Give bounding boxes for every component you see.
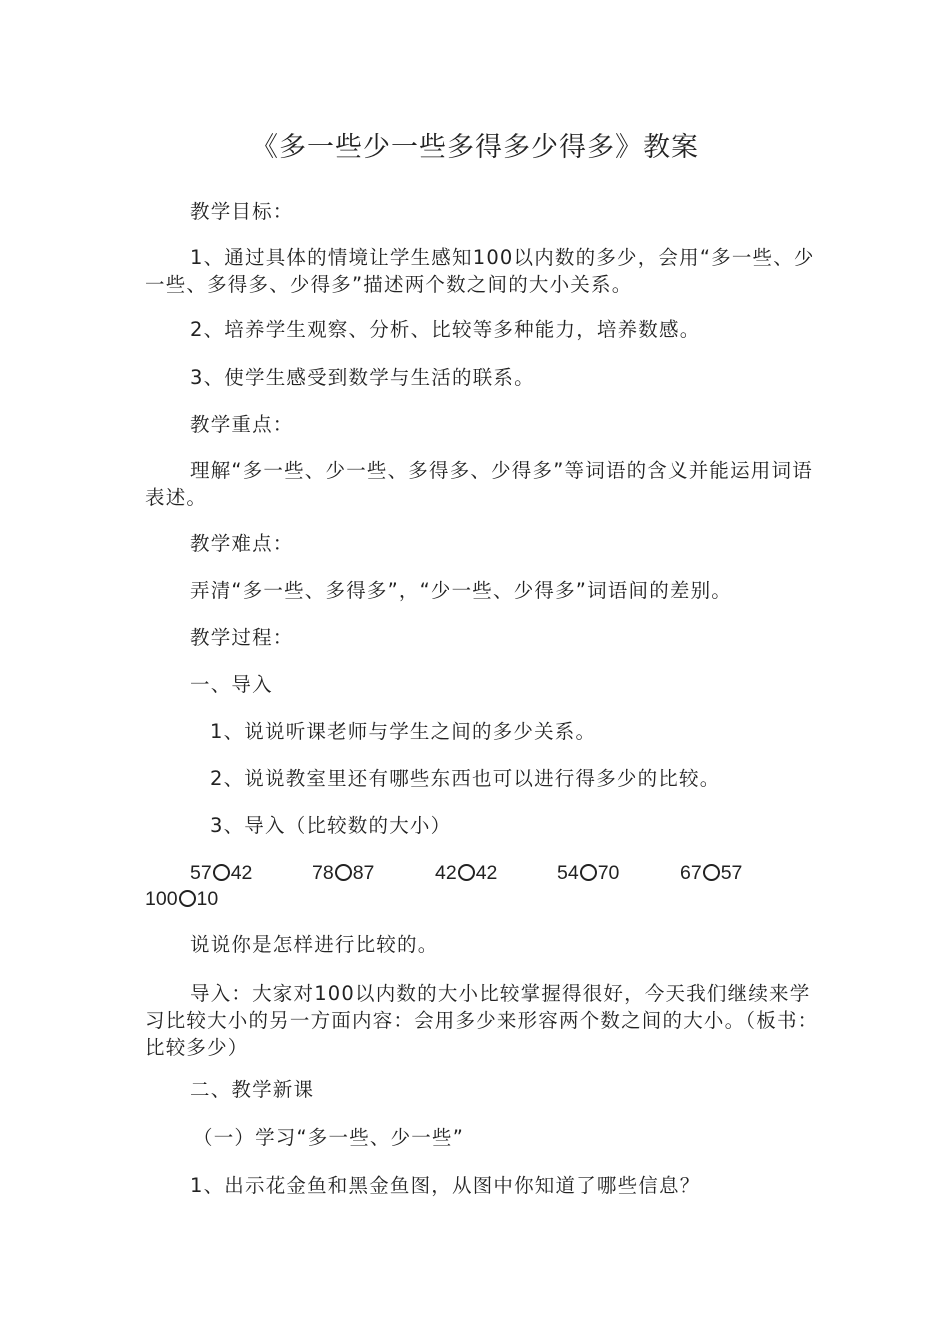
heading-process: 教学过程： xyxy=(190,626,294,649)
comparison-item: 78 87 xyxy=(312,862,375,884)
heading-objectives: 教学目标： xyxy=(190,200,294,223)
section-new-lesson: 二、教学新课 xyxy=(190,1078,315,1101)
blank-circle-icon xyxy=(458,864,475,881)
intro-step-1: 1、说说听课老师与学生之间的多少关系。 xyxy=(210,720,597,743)
blank-circle-icon xyxy=(580,864,597,881)
lesson-step-1: 1、出示花金鱼和黑金鱼图，从图中你知道了哪些信息？ xyxy=(190,1174,701,1197)
comparison-item: 54 70 xyxy=(557,862,620,884)
subsection-1: （一）学习“多一些、少一些” xyxy=(193,1126,465,1149)
difficulties-text: 弄清“多一些、多得多”，“少一些、少得多”词语间的差别。 xyxy=(190,579,733,602)
heading-key-points: 教学重点： xyxy=(190,413,294,436)
section-intro: 一、导入 xyxy=(190,673,273,696)
objective-3: 3、使学生感受到数学与生活的联系。 xyxy=(190,366,535,389)
intro-summary: 导入：大家对100以内数的大小比较掌握得很好，今天我们继续来学习比较大小的另一方面内容：会用多少来形容两个数之间的大小。（板书：比较多少） xyxy=(145,982,819,1059)
key-points-text: 理解“多一些、少一些、多得多、少得多”等词语的含义并能运用词语表述。 xyxy=(145,459,813,509)
blank-circle-icon xyxy=(179,890,196,907)
comparison-item: 57 42 xyxy=(190,862,253,884)
intro-step-2: 2、说说教室里还有哪些东西也可以进行得多少的比较。 xyxy=(210,767,721,790)
comparison-item: 42 42 xyxy=(435,862,498,884)
comparison-item: 67 57 xyxy=(680,862,743,884)
blank-circle-icon xyxy=(213,864,230,881)
document-title: 《多一些少一些多得多少得多》教案 xyxy=(251,132,699,163)
comparison-item: 100 10 xyxy=(145,888,219,910)
intro-step-3: 3、导入（比较数的大小） xyxy=(210,814,452,837)
objective-2: 2、培养学生观察、分析、比较等多种能力，培养数感。 xyxy=(190,318,701,341)
blank-circle-icon xyxy=(335,864,352,881)
comparison-exercises xyxy=(145,860,825,914)
explain-comparison: 说说你是怎样进行比较的。 xyxy=(190,933,439,956)
blank-circle-icon xyxy=(703,864,720,881)
objective-1: 1、通过具体的情境让学生感知100以内数的多少，会用“多一些、少一些、多得多、少得多”描述两个数之间的大小关系。 xyxy=(145,246,815,296)
heading-difficulties: 教学难点： xyxy=(190,532,294,555)
